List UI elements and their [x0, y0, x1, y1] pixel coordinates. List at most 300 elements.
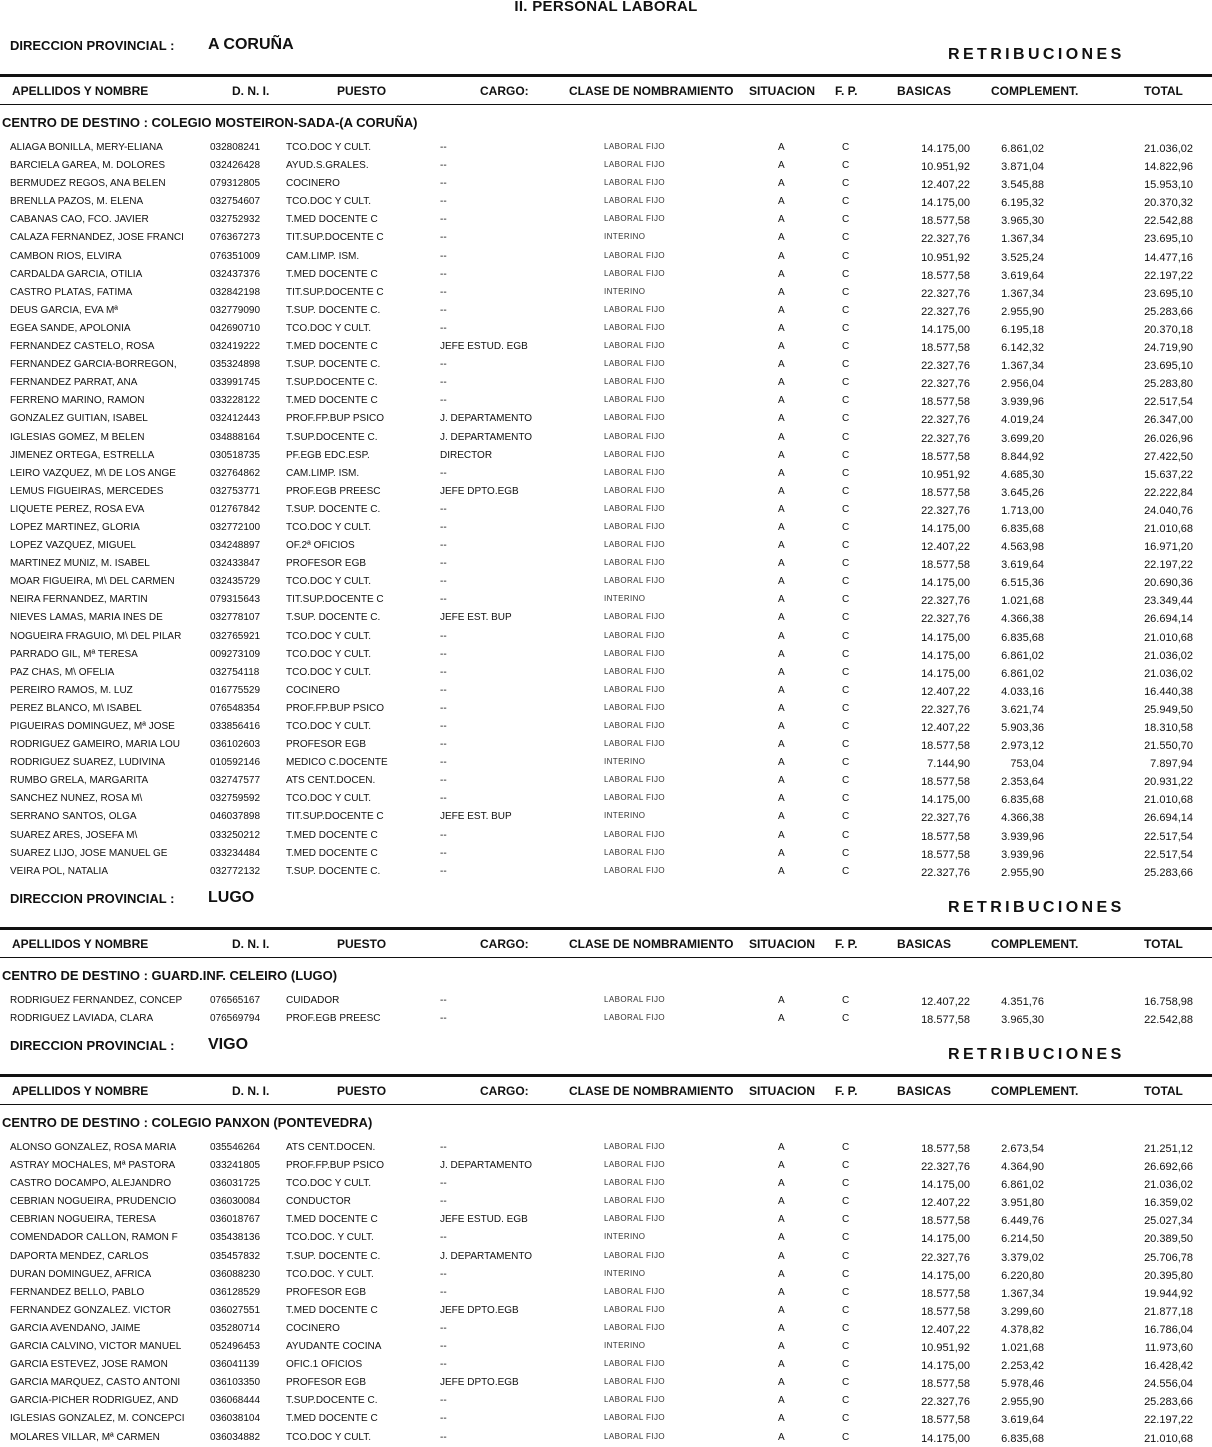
employee-complement: 2.353,64 [1001, 776, 1044, 789]
employee-fp: C [842, 847, 850, 859]
employee-total: 25.949,50 [1144, 703, 1193, 716]
employee-total: 14.477,16 [1144, 251, 1193, 264]
employee-dni: 032435729 [210, 576, 261, 588]
employee-basicas: 22.327,76 [921, 287, 970, 300]
employee-situacion: A [778, 847, 785, 859]
employee-puesto: TCO.DOC Y CULT. [286, 1431, 372, 1443]
employee-situacion: A [778, 648, 785, 660]
employee-cargo: -- [440, 521, 447, 533]
employee-dni: 012767842 [210, 503, 261, 515]
employee-dni: 033234484 [210, 847, 261, 859]
employee-dni: 032426428 [210, 160, 261, 172]
employee-name: DEUS GARCIA, EVA Mª [10, 304, 118, 316]
employee-complement: 6.861,02 [1001, 1179, 1044, 1192]
employee-complement: 4.563,98 [1001, 541, 1044, 554]
table-row [0, 229, 1212, 247]
employee-name: FERNANDEZ CASTELO, ROSA [10, 341, 155, 353]
employee-basicas: 10.951,92 [921, 468, 970, 481]
employee-total: 26.026,96 [1144, 432, 1193, 445]
employee-total: 22.542,88 [1144, 1014, 1193, 1027]
employee-clase: LABORAL FIJO [604, 847, 665, 857]
table-row [0, 483, 1212, 501]
employee-basicas: 22.327,76 [921, 812, 970, 825]
employee-total: 22.542,88 [1144, 215, 1193, 228]
employee-name: CAMBON RIOS, ELVIRA [10, 250, 122, 262]
header-cargo: CARGO: [480, 937, 529, 951]
employee-situacion: A [778, 1413, 785, 1425]
header-puesto: PUESTO [337, 1084, 387, 1098]
employee-basicas: 22.327,76 [921, 414, 970, 427]
table-row [0, 447, 1212, 465]
employee-puesto: PROFESOR EGB [286, 739, 367, 751]
employee-puesto: TIT.SUP.DOCENTE C [286, 286, 384, 298]
table-row [0, 1429, 1212, 1447]
employee-basicas: 22.327,76 [921, 613, 970, 626]
employee-situacion: A [778, 1286, 785, 1298]
employee-cargo: -- [440, 1232, 447, 1244]
employee-name: CARDALDA GARCIA, OTILIA [10, 268, 143, 280]
employee-name: CASTRO DOCAMPO, ALEJANDRO [10, 1178, 172, 1190]
employee-fp: C [842, 196, 850, 208]
header-cargo: CARGO: [480, 1084, 529, 1098]
employee-total: 21.877,18 [1144, 1305, 1193, 1318]
table-row [0, 555, 1212, 573]
employee-cargo: -- [440, 142, 447, 153]
employee-cargo: -- [440, 1395, 447, 1407]
table-row [0, 392, 1212, 410]
employee-clase: LABORAL FIJO [604, 684, 665, 694]
employee-situacion: A [778, 1142, 785, 1153]
employee-total: 25.283,66 [1144, 305, 1193, 318]
employee-basicas: 7.144,90 [927, 758, 970, 771]
employee-basicas: 12.407,22 [921, 541, 970, 554]
table-row [0, 664, 1212, 682]
employee-fp: C [842, 1178, 850, 1190]
employee-cargo: J. DEPARTAMENTO [440, 431, 533, 443]
employee-complement: 3.379,02 [1001, 1251, 1044, 1264]
employee-cargo: -- [440, 1431, 447, 1443]
employee-fp: C [842, 829, 850, 841]
employee-complement: 5.903,36 [1001, 722, 1044, 734]
employee-situacion: A [778, 594, 785, 606]
table-row [0, 772, 1212, 790]
employee-complement: 3.645,26 [1001, 486, 1044, 499]
employee-dni: 036128529 [210, 1286, 261, 1298]
employee-clase: LABORAL FIJO [604, 214, 665, 224]
table-row [0, 827, 1212, 845]
employee-situacion: A [778, 196, 785, 208]
employee-puesto: TCO.DOC Y CULT. [286, 666, 372, 678]
table-row [0, 1248, 1212, 1266]
employee-situacion: A [778, 304, 785, 316]
employee-dni: 033241805 [210, 1160, 261, 1172]
employee-clase: LABORAL FIJO [604, 413, 665, 423]
employee-dni: 032772132 [210, 865, 261, 877]
employee-complement: 1.367,34 [1001, 233, 1044, 246]
employee-fp: C [842, 268, 850, 280]
employee-puesto: T.SUP. DOCENTE C. [286, 1250, 381, 1262]
employee-complement: 6.220,80 [1001, 1269, 1044, 1282]
employee-fp: C [842, 160, 850, 172]
employee-clase: LABORAL FIJO [604, 775, 665, 785]
employee-fp: C [842, 178, 850, 190]
employee-dni: 032754607 [210, 196, 261, 208]
employee-cargo: -- [440, 702, 447, 714]
employee-puesto: PROFESOR EGB [286, 1377, 367, 1389]
employee-total: 14.822,96 [1144, 161, 1193, 174]
employee-dni: 032759592 [210, 793, 261, 805]
employee-name: DAPORTA MENDEZ, CARLOS [10, 1250, 149, 1262]
employee-fp: C [842, 286, 850, 298]
table-row [0, 790, 1212, 808]
employee-fp: C [842, 1322, 850, 1334]
employee-total: 18.310,58 [1144, 722, 1193, 734]
employee-total: 21.010,68 [1144, 631, 1193, 644]
employee-fp: C [842, 395, 850, 407]
employee-name: RUMBO GRELA, MARGARITA [10, 775, 149, 787]
employee-complement: 6.195,18 [1001, 323, 1044, 336]
header-apellidos: APELLIDOS Y NOMBRE [12, 937, 149, 951]
employee-cargo: JEFE EST. BUP [440, 811, 512, 823]
employee-name: CEBRIAN NOGUEIRA, TERESA [10, 1214, 156, 1226]
employee-clase: LABORAL FIJO [604, 431, 665, 441]
employee-situacion: A [778, 811, 785, 823]
employee-total: 25.283,80 [1144, 378, 1193, 391]
employee-cargo: JEFE DPTO.EGB [440, 1304, 519, 1316]
table-row [0, 754, 1212, 772]
employee-dni: 079315643 [210, 594, 261, 606]
centro-de-destino: CENTRO DE DESTINO : GUARD.INF. CELEIRO (LUGO) [2, 968, 338, 983]
employee-fp: C [842, 431, 850, 443]
employee-name: NEIRA FERNANDEZ, MARTIN [10, 594, 148, 606]
employee-puesto: ATS CENT.DOCEN. [286, 775, 376, 787]
employee-clase: LABORAL FIJO [604, 1395, 665, 1405]
employee-complement: 3.545,88 [1001, 179, 1044, 192]
employee-dni: 032752932 [210, 214, 261, 226]
employee-basicas: 18.577,58 [921, 396, 970, 409]
employee-complement: 3.299,60 [1001, 1305, 1044, 1318]
employee-rows [0, 1139, 1212, 1447]
table-row [0, 1010, 1212, 1028]
table-row [0, 1211, 1212, 1229]
header-fp: F. P. [835, 84, 858, 98]
employee-basicas: 14.175,00 [921, 522, 970, 535]
table-row [0, 193, 1212, 211]
table-row [0, 1320, 1212, 1338]
employee-dni: 033856416 [210, 721, 261, 732]
employee-dni: 076351009 [210, 250, 261, 262]
employee-cargo: -- [440, 995, 447, 1006]
table-row [0, 628, 1212, 646]
employee-puesto: TIT.SUP.DOCENTE C [286, 232, 384, 244]
employee-total: 21.251,12 [1144, 1143, 1193, 1155]
employee-puesto: T.SUP. DOCENTE C. [286, 304, 381, 316]
retribuciones-heading: RETRIBUCIONES [948, 899, 1125, 916]
employee-basicas: 18.577,58 [921, 1378, 970, 1391]
employee-clase: LABORAL FIJO [604, 467, 665, 477]
employee-clase: LABORAL FIJO [604, 1250, 665, 1260]
employee-situacion: A [778, 775, 785, 787]
employee-puesto: T.SUP.DOCENTE C. [286, 377, 378, 389]
table-row [0, 1356, 1212, 1374]
employee-cargo: -- [440, 739, 447, 751]
employee-situacion: A [778, 757, 785, 769]
employee-clase: LABORAL FIJO [604, 377, 665, 387]
employee-basicas: 12.407,22 [921, 722, 970, 734]
employee-fp: C [842, 250, 850, 262]
employee-complement: 6.835,68 [1001, 794, 1044, 807]
employee-total: 16.971,20 [1144, 541, 1193, 554]
employee-clase: INTERINO [604, 286, 646, 296]
employee-situacion: A [778, 995, 785, 1006]
employee-complement: 6.861,02 [1001, 143, 1044, 155]
employee-dni: 033991745 [210, 377, 261, 389]
employee-total: 21.036,02 [1144, 143, 1193, 155]
employee-puesto: PROF.EGB PREESC [286, 485, 381, 497]
employee-puesto: PROFESOR EGB [286, 1286, 367, 1298]
employee-situacion: A [778, 1196, 785, 1208]
employee-situacion: A [778, 1341, 785, 1353]
table-row [0, 175, 1212, 193]
provincia-name: VIGO [208, 1036, 249, 1053]
header-dni: D. N. I. [232, 1084, 270, 1098]
table-row [0, 429, 1212, 447]
employee-cargo: -- [440, 160, 447, 172]
employee-fp: C [842, 1214, 850, 1226]
employee-complement: 3.619,64 [1001, 559, 1044, 572]
employee-puesto: T.SUP. DOCENTE C. [286, 612, 381, 624]
employee-name: GARCIA AVENDAÑO, JAIME [10, 1322, 141, 1334]
employee-basicas: 22.327,76 [921, 432, 970, 445]
header-clase: CLASE DE NOMBRAMIENTO [569, 84, 734, 98]
employee-clase: LABORAL FIJO [604, 142, 665, 151]
employee-cargo: -- [440, 377, 447, 389]
employee-clase: LABORAL FIJO [604, 1214, 665, 1224]
employee-situacion: A [778, 1304, 785, 1316]
employee-situacion: A [778, 1250, 785, 1262]
employee-basicas: 22.327,76 [921, 595, 970, 608]
employee-basicas: 12.407,22 [921, 996, 970, 1008]
employee-complement: 2.673,54 [1001, 1143, 1044, 1155]
employee-dni: 032778107 [210, 612, 261, 624]
table-header [0, 1077, 1212, 1105]
employee-clase: LABORAL FIJO [604, 1178, 665, 1188]
employee-basicas: 18.577,58 [921, 1014, 970, 1027]
employee-basicas: 14.175,00 [921, 1269, 970, 1282]
employee-fp: C [842, 341, 850, 353]
table-row [0, 1175, 1212, 1193]
employee-basicas: 22.327,76 [921, 233, 970, 246]
employee-dni: 032765921 [210, 630, 261, 642]
employee-fp: C [842, 865, 850, 877]
employee-puesto: T.MED DOCENTE C [286, 341, 378, 353]
employee-cargo: -- [440, 359, 447, 371]
employee-cargo: -- [440, 576, 447, 588]
employee-cargo: -- [440, 721, 447, 732]
employee-dni: 016775529 [210, 684, 261, 696]
employee-dni: 036027551 [210, 1304, 261, 1316]
employee-dni: 035546264 [210, 1142, 261, 1153]
employee-name: FERNANDEZ BELLO, PABLO [10, 1286, 145, 1298]
employee-complement: 2.956,04 [1001, 378, 1044, 391]
employee-fp: C [842, 1395, 850, 1407]
employee-cargo: -- [440, 1359, 447, 1371]
employee-clase: LABORAL FIJO [604, 449, 665, 459]
employee-puesto: ATS CENT.DOCEN. [286, 1142, 376, 1153]
employee-total: 22.197,22 [1144, 559, 1193, 572]
centro-de-destino: CENTRO DE DESTINO : COLEGIO PANXON (PONTEVEDRA) [2, 1115, 373, 1130]
employee-clase: INTERINO [604, 1268, 646, 1278]
header-complement: COMPLEMENT. [991, 1084, 1079, 1098]
employee-complement: 8.844,92 [1001, 450, 1044, 463]
employee-complement: 6.861,02 [1001, 667, 1044, 680]
employee-complement: 1.021,68 [1001, 595, 1044, 608]
employee-basicas: 14.175,00 [921, 323, 970, 336]
employee-clase: INTERINO [604, 1341, 646, 1351]
employee-situacion: A [778, 630, 785, 642]
employee-puesto: T.MED DOCENTE C [286, 395, 378, 407]
employee-dni: 036068444 [210, 1395, 261, 1407]
employee-situacion: A [778, 1268, 785, 1280]
employee-name: LEIRO VAZQUEZ, M\ DE LOS ANGE [10, 467, 176, 479]
employee-fp: C [842, 793, 850, 805]
employee-name: NIEVES LAMAS, MARIA INES DE [10, 612, 163, 624]
employee-total: 22.517,54 [1144, 848, 1193, 861]
employee-situacion: A [778, 467, 785, 479]
employee-dni: 032412443 [210, 413, 261, 425]
employee-puesto: TCO.DOC Y CULT. [286, 648, 372, 660]
employee-total: 21.550,70 [1144, 740, 1193, 753]
employee-cargo: J. DEPARTAMENTO [440, 1160, 533, 1172]
employee-name: MARTINEZ MUÑIZ, M. ISABEL [10, 558, 150, 570]
table-row [0, 465, 1212, 483]
employee-basicas: 10.951,92 [921, 1342, 970, 1355]
employee-cargo: -- [440, 648, 447, 660]
employee-cargo: JEFE ESTUD. EGB [440, 1214, 528, 1226]
employee-situacion: A [778, 521, 785, 533]
employee-dni: 032754118 [210, 666, 260, 678]
employee-clase: INTERINO [604, 594, 646, 604]
employee-dni: 032772100 [210, 521, 261, 533]
employee-total: 7.897,94 [1150, 758, 1193, 771]
employee-name: IGLESIAS GOMEZ, M BELEN [10, 431, 145, 443]
employee-situacion: A [778, 1160, 785, 1172]
employee-fp: C [842, 702, 850, 714]
employee-name: PARRADO GIL, Mª TERESA [10, 648, 138, 660]
employee-fp: C [842, 1359, 850, 1371]
employee-clase: LABORAL FIJO [604, 160, 665, 170]
employee-situacion: A [778, 739, 785, 751]
employee-puesto: TCO.DOC Y CULT. [286, 142, 372, 153]
employee-dni: 036034882 [210, 1431, 261, 1443]
employee-puesto: TCO.DOC Y CULT. [286, 630, 372, 642]
provincia-name: A CORUÑA [208, 36, 294, 53]
employee-puesto: T.MED DOCENTE C [286, 847, 378, 859]
employee-dni: 033250212 [210, 829, 261, 841]
employee-name: PEREIRO RAMOS, M. LUZ [10, 684, 133, 696]
employee-puesto: PROF.FP.BUP PSICO [286, 1160, 384, 1172]
employee-complement: 3.871,04 [1001, 161, 1044, 174]
employee-puesto: PROF.FP.BUP PSICO [286, 702, 384, 714]
employee-situacion: A [778, 865, 785, 877]
employee-total: 22.197,22 [1144, 1414, 1193, 1427]
employee-basicas: 12.407,22 [921, 1323, 970, 1336]
employee-puesto: TIT.SUP.DOCENTE C [286, 594, 384, 606]
employee-name: IGLESIAS GONZALEZ, M. CONCEPCI [10, 1413, 185, 1425]
employee-complement: 4.351,76 [1001, 996, 1044, 1008]
table-row [0, 519, 1212, 537]
employee-fp: C [842, 648, 850, 660]
employee-clase: LABORAL FIJO [604, 1286, 665, 1296]
employee-complement: 3.619,64 [1001, 1414, 1044, 1427]
employee-cargo: -- [440, 684, 447, 696]
employee-clase: LABORAL FIJO [604, 1304, 665, 1314]
employee-cargo: -- [440, 630, 447, 642]
employee-name: RODRIGUEZ GAMEIRO, MARIA LOU [10, 739, 181, 751]
employee-fp: C [842, 359, 850, 371]
table-row [0, 501, 1212, 519]
employee-basicas: 22.327,76 [921, 305, 970, 318]
employee-cargo: J. DEPARTAMENTO [440, 1250, 533, 1262]
employee-basicas: 10.951,92 [921, 161, 970, 174]
employee-clase: LABORAL FIJO [604, 540, 665, 550]
employee-name: GARCIA-PICHER RODRIGUEZ, AND [10, 1395, 179, 1407]
employee-dni: 036030084 [210, 1196, 261, 1208]
header-apellidos: APELLIDOS Y NOMBRE [12, 1084, 149, 1098]
employee-basicas: 14.175,00 [921, 1179, 970, 1192]
table-row [0, 266, 1212, 284]
employee-name: SUAREZ LIJO, JOSE MANUEL GE [10, 847, 168, 859]
employee-situacion: A [778, 558, 785, 570]
employee-fp: C [842, 1341, 850, 1353]
employee-cargo: -- [440, 829, 447, 841]
employee-basicas: 18.577,58 [921, 1414, 970, 1427]
employee-puesto: CONDUCTOR [286, 1196, 351, 1208]
employee-total: 25.027,34 [1144, 1215, 1193, 1228]
employee-cargo: JEFE DPTO.EGB [440, 1377, 519, 1389]
header-situacion: SITUACION [749, 84, 815, 98]
table-header [0, 77, 1212, 105]
employee-fp: C [842, 521, 850, 533]
employee-puesto: TCO.DOC Y CULT. [286, 196, 372, 208]
employee-name: BERMUDEZ REGOS, ANA BELEN [10, 178, 166, 190]
employee-total: 11.973,60 [1144, 1342, 1193, 1355]
employee-situacion: A [778, 431, 785, 443]
employee-cargo: -- [440, 1322, 447, 1334]
employee-fp: C [842, 467, 850, 479]
employee-complement: 753,04 [1010, 758, 1044, 771]
employee-total: 20.370,32 [1144, 197, 1193, 210]
employee-clase: LABORAL FIJO [604, 648, 665, 658]
employee-total: 26.692,66 [1144, 1161, 1193, 1174]
employee-situacion: A [778, 1178, 785, 1190]
employee-dni: 036018767 [210, 1214, 261, 1226]
table-row [0, 646, 1212, 664]
employee-puesto: T.SUP. DOCENTE C. [286, 359, 381, 371]
employee-name: ALONSO GONZALEZ, ROSA MARIA [10, 1142, 177, 1153]
employee-clase: LABORAL FIJO [604, 268, 665, 278]
employee-cargo: -- [440, 503, 447, 515]
employee-clase: LABORAL FIJO [604, 485, 665, 495]
employee-puesto: T.SUP. DOCENTE C. [286, 865, 381, 877]
employee-dni: 034888164 [210, 431, 261, 443]
employee-clase: INTERINO [604, 811, 646, 821]
employee-fp: C [842, 413, 850, 425]
employee-name: ALIAGA BONILLA, MERY-ELIANA [10, 142, 163, 153]
header-complement: COMPLEMENT. [991, 84, 1079, 98]
employee-basicas: 22.327,76 [921, 866, 970, 879]
employee-cargo: -- [440, 558, 447, 570]
